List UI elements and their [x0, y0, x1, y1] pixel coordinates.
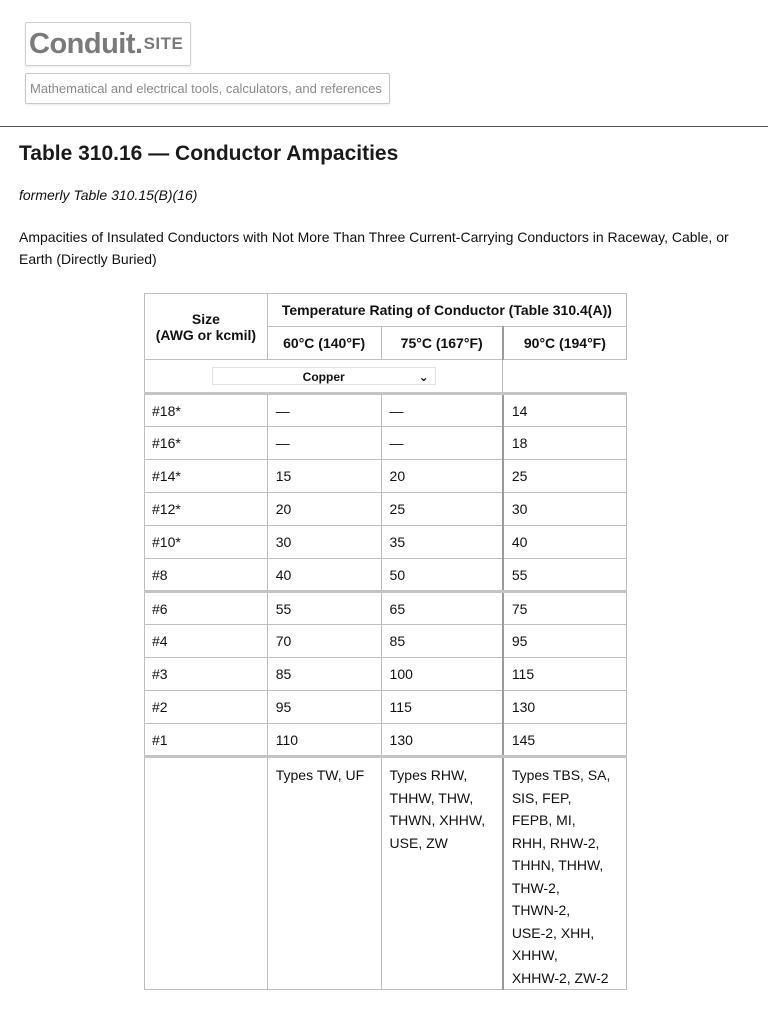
types-size-empty — [145, 757, 268, 990]
type-line: XHHW-2, ZW-2 — [511, 969, 609, 986]
size-cell: #2 — [145, 691, 268, 724]
value-90c-cell: 115 — [503, 658, 627, 691]
value-90c-cell: 40 — [503, 526, 627, 559]
type-line: Types TW, UF — [275, 767, 365, 783]
value-90c-cell: 130 — [503, 691, 627, 724]
table-row — [145, 526, 627, 559]
size-cell: #10* — [145, 526, 268, 559]
value-75c-cell: 85 — [381, 625, 503, 658]
type-line: THWN-2, — [511, 902, 571, 918]
value-90c-cell: 145 — [503, 724, 627, 757]
value-75c-cell: 65 — [381, 592, 503, 625]
value-60c-cell: — — [267, 394, 381, 427]
type-line: Types RHW, — [389, 767, 468, 783]
value-75c-cell: 20 — [381, 460, 503, 493]
type-line: USE-2, XHH, — [511, 924, 595, 941]
type-line: USE, ZW — [389, 834, 448, 851]
material-select-cell — [145, 360, 503, 394]
size-cell: #1 — [145, 724, 268, 757]
size-cell: #18* — [145, 394, 268, 427]
table-row — [145, 427, 627, 460]
table-row — [145, 394, 627, 427]
value-90c-cell: 14 — [503, 394, 627, 427]
type-line: THHW, THW, — [389, 789, 474, 806]
types-row — [145, 757, 627, 990]
value-75c-cell: 50 — [381, 559, 503, 592]
types-60c — [267, 757, 381, 990]
value-90c-cell: 25 — [503, 460, 627, 493]
types-75c — [381, 757, 503, 990]
type-line: THW-2, — [511, 879, 560, 896]
value-60c-cell: 85 — [267, 658, 381, 691]
value-90c-cell: 95 — [503, 625, 627, 658]
material-select-value: Copper — [302, 370, 345, 384]
value-75c-cell: — — [381, 394, 503, 427]
type-line: SIS, FEP, — [511, 789, 572, 806]
type-line: Types TBS, SA, — [511, 767, 611, 783]
type-line: FEPB, MI, — [511, 812, 576, 828]
table-row — [145, 625, 627, 658]
table-description: Ampacities of Insulated Conductors with Not More Than Three Current-Carrying Conductors in Raceway, Cable, or Earth (Directly Buried) — [19, 229, 729, 267]
value-75c-cell: 115 — [381, 691, 503, 724]
value-75c-cell: 130 — [381, 724, 503, 757]
value-60c-cell: 95 — [267, 691, 381, 724]
value-90c-cell: 75 — [503, 592, 627, 625]
table-row — [145, 460, 627, 493]
size-header-line2: (AWG or kcmil) — [155, 326, 257, 343]
site-header — [0, 0, 768, 127]
site-logo[interactable] — [25, 22, 191, 66]
table-row — [145, 658, 627, 691]
value-75c-cell: — — [381, 427, 503, 460]
type-line: THHN, THHW, — [511, 857, 604, 873]
page-title: Table 310.16 — Conductor Ampacities — [19, 142, 399, 165]
size-header-line1: Size — [191, 310, 220, 327]
col-header-60c: 60°C (140°F) — [267, 327, 381, 360]
col-header-75c: 75°C (167°F) — [381, 327, 503, 360]
table-row — [145, 724, 627, 757]
size-cell: #6 — [145, 592, 268, 625]
table-row — [145, 592, 627, 625]
value-75c-cell: 35 — [381, 526, 503, 559]
table-row — [145, 493, 627, 526]
type-line: XHHW, — [511, 947, 558, 963]
site-tagline: Mathematical and electrical tools, calculators, and references — [25, 73, 390, 104]
value-60c-cell: 40 — [267, 559, 381, 592]
size-cell: #8 — [145, 559, 268, 592]
size-cell: #12* — [145, 493, 268, 526]
value-90c-cell: 18 — [503, 427, 627, 460]
type-line: THWN, XHHW, — [389, 812, 486, 828]
col-header-90c: 90°C (194°F) — [503, 327, 627, 360]
value-60c-cell: 55 — [267, 592, 381, 625]
value-60c-cell: 110 — [267, 724, 381, 757]
ampacity-table — [144, 293, 627, 990]
value-60c-cell: 15 — [267, 460, 381, 493]
value-60c-cell: 70 — [267, 625, 381, 658]
size-cell: #16* — [145, 427, 268, 460]
size-header — [145, 294, 268, 360]
value-90c-cell: 55 — [503, 559, 627, 592]
value-60c-cell: 20 — [267, 493, 381, 526]
temp-rating-header: Temperature Rating of Conductor (Table 310.4(A)) — [267, 294, 626, 327]
types-90c — [503, 757, 627, 990]
logo-main-text: Conduit. — [29, 27, 143, 60]
material-select[interactable] — [212, 367, 436, 385]
table-row — [145, 691, 627, 724]
value-75c-cell: 100 — [381, 658, 503, 691]
type-line: RHH, RHW-2, — [511, 834, 600, 851]
value-60c-cell: 30 — [267, 526, 381, 559]
table-body — [145, 394, 627, 757]
formerly-note: formerly Table 310.15(B)(16) — [19, 187, 198, 203]
main-content — [19, 126, 749, 270]
value-75c-cell: 25 — [381, 493, 503, 526]
logo-site-text: SITE — [143, 34, 184, 53]
size-cell: #14* — [145, 460, 268, 493]
size-cell: #3 — [145, 658, 268, 691]
value-60c-cell: — — [267, 427, 381, 460]
table-row — [145, 559, 627, 592]
chevron-down-icon: ⌄ — [418, 370, 429, 384]
value-90c-cell: 30 — [503, 493, 627, 526]
size-cell: #4 — [145, 625, 268, 658]
